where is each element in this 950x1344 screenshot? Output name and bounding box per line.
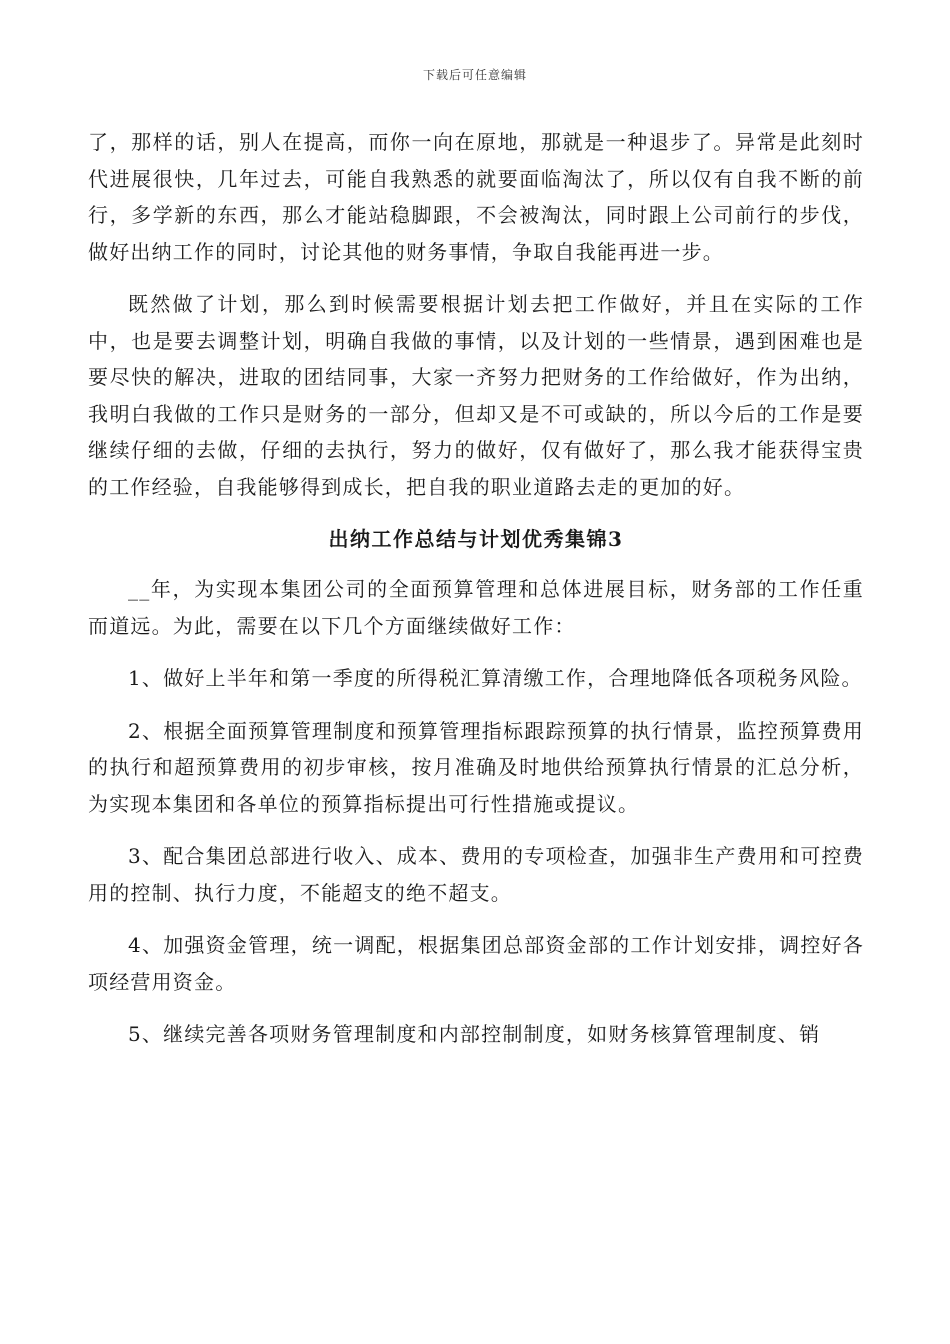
document-body [88, 124, 864, 1053]
page-header: 下载后可任意编辑 [422, 68, 527, 82]
section-title: 出纳工作总结与计划优秀集锦3 [328, 527, 624, 551]
list-item: 2、根据全面预算管理制度和预算管理指标跟踪预算的执行情景，监控预算费用的执行和超预算费用的初步审核，按月准确及时地供给预算执行情景的汇总分析，为实现本集团和各单位的预算指标提出可行性措施或提议。 [88, 718, 864, 816]
list-item: 5、继续完善各项财务管理制度和内部控制制度，如财务核算管理制度、销 [128, 1022, 821, 1046]
list-item: 1、做好上半年和第一季度的所得税汇算清缴工作，合理地降低各项税务风险。 [128, 666, 863, 690]
list-item: 3、配合集团总部进行收入、成本、费用的专项检查，加强非生产费用和可控费用的控制、执行力度，不能超支的绝不超支。 [88, 844, 864, 905]
section-intro: __年，为实现本集团公司的全面预算管理和总体进展目标，财务部的工作任重而道远。为此，需要在以下几个方面继续做好工作： [88, 577, 864, 638]
paragraph-continued: 了，那样的话，别人在提高，而你一向在原地，那就是一种退步了。异常是此刻时代进展很快，几年过去，可能自我熟悉的就要面临淘汰了，所以仅有自我不断的前行，多学新的东西，那么才能站稳脚跟，不会被淘汰，同时跟上公司前行的步伐，做好出纳工作的同时，讨论其他的财务事情，争取自我能再进一步。 [88, 130, 864, 264]
paragraph-plan: 既然做了计划，那么到时候需要根据计划去把工作做好，并且在实际的工作中，也是要去调整计划，明确自我做的事情，以及计划的一些情景，遇到困难也是要尽快的解决，进取的团结同事，大家一齐努力把财务的工作给做好，作为出纳，我明白我做的工作只是财务的一部分，但却又是不可或缺的，所以今后的工作是要继续仔细的去做，仔细的去执行，努力的做好，仅有做好了，那么我才能获得宝贵的工作经验，自我能够得到成长，把自我的职业道路去走的更加的好。 [88, 292, 864, 499]
list-item: 4、加强资金管理，统一调配，根据集团总部资金部的工作计划安排，调控好各项经营用资金。 [88, 933, 864, 994]
